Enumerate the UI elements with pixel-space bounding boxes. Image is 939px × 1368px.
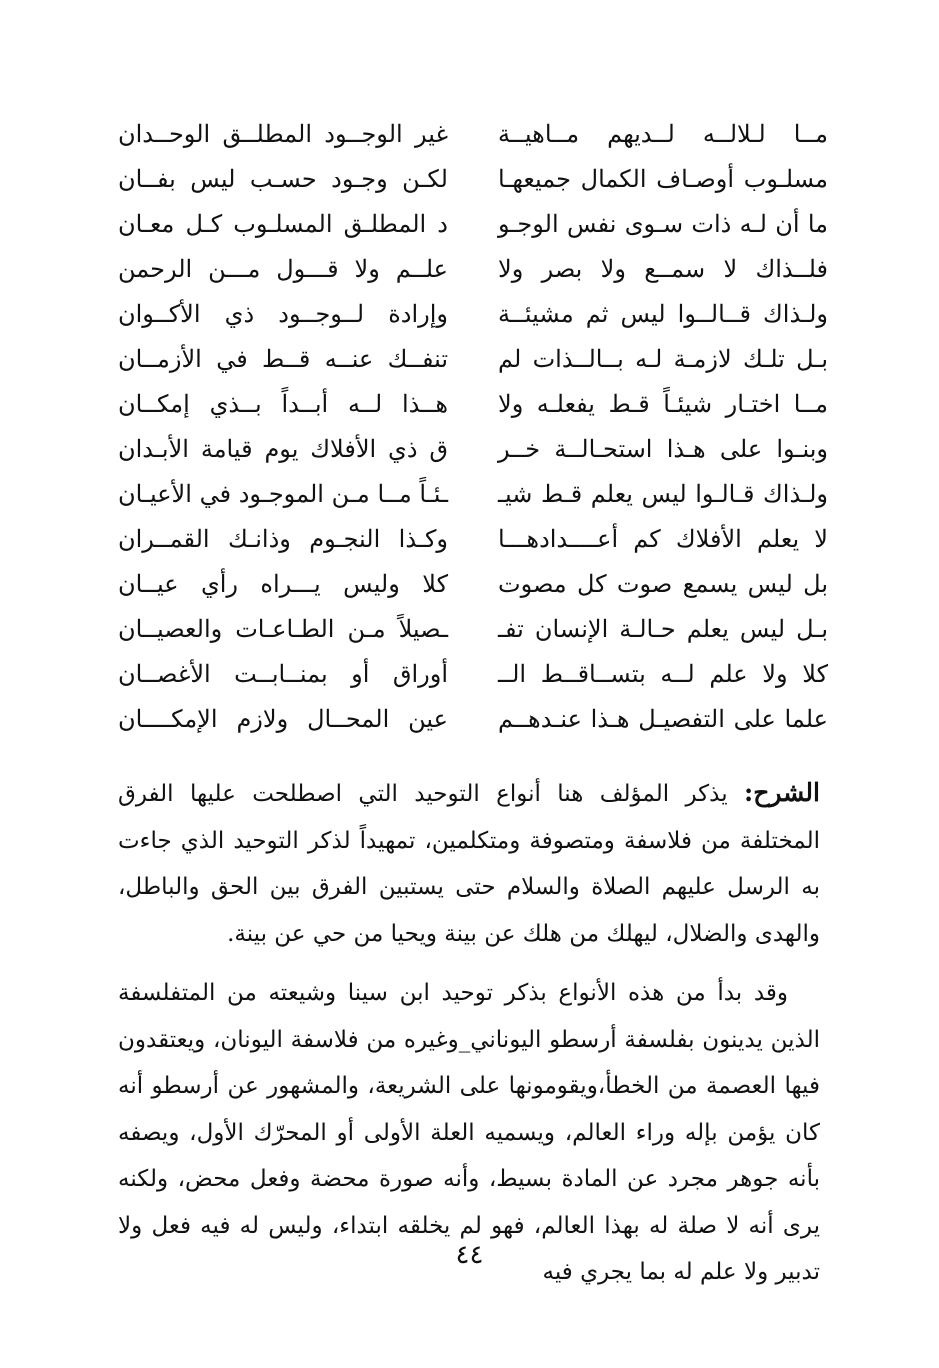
verse-line: مــا اختـار شيئـاً قـط يفعلـه ولا	[498, 390, 828, 418]
verse-line: بـل ليس يعلم حـالـة الإنسان تفـ	[498, 615, 828, 643]
verse-line: تنفــك عنــه قــط في الأزمــان	[118, 345, 448, 373]
verse-line: ـصيلاً مـن الطـاعـات والعصيــان	[118, 615, 448, 643]
verse-line: أوراق أو بمنــابــت الأغصــان	[118, 660, 448, 688]
verse-line: د المطلـق المسلـوب كـل معـان	[118, 210, 448, 238]
verse-line: ق ذي الأفلاك يوم قيامة الأبـدان	[118, 435, 448, 463]
verse-line: عين المحــال ولازم الإمكــــان	[118, 705, 448, 733]
commentary-paragraph	[118, 770, 820, 957]
verse-line: ولـذاك قـالـوا ليس يعلم قـط شيـ	[498, 480, 828, 508]
verse-line: وإرادة لــوجــود ذي الأكــوان	[118, 300, 448, 328]
verse-line: فلــذاك لا سمــع ولا بصر ولا	[498, 255, 828, 283]
verse-line: كلا ولا علم لــه بتســاقــط الــ	[498, 660, 828, 688]
verse-line: علــم ولا قـــول مـــن الرحمن	[118, 255, 448, 283]
verse-line: هــذا لــه أبــداً بــذي إمكــان	[118, 390, 448, 418]
verse-column-second-hemistich	[118, 112, 448, 742]
verse-line: لا يعلم الأفلاك كم أعــــدادهـــا	[498, 525, 828, 553]
verse-column-first-hemistich	[498, 112, 828, 742]
page-number: ٤٤	[455, 1240, 484, 1270]
poem-verses	[118, 112, 828, 742]
body-paragraph: وقد بدأ من هذه الأنواع بذكر توحيد ابن سينا وشيعته من المتفلسفة الذين يدينون بفلسفة أرسطو اليوناني_وغيره من فلاسفة اليونان، ويعتقدون فيها العصمة من الخطأ،ويقومونها على الشريعة، والمشهور عن أرسطو أنه كان يؤمن بإله وراء العالم، ويسميه العلة الأولى أو المحرّك الأول، ويصفه بأنه جوهر مجرد عن المادة بسيط، وأنه صورة محضة وفعل محض، ولكنه يرى أنه لا صلة له بهذا العالم، فهو لم يخلقه ابتداء، وليس له فيه فعل ولا تدبير ولا علم له بما يجري فيه	[118, 980, 820, 1285]
verse-line: وبنـوا على هـذا استحـالــة خــر	[498, 435, 828, 463]
verse-line: غير الوجــود المطلــق الوحــدان	[118, 120, 448, 148]
verse-line: لكـن وجـود حسـب ليس بفــان	[118, 165, 448, 193]
verse-line: علما على التفصيـل هـذا عنـدهــم	[498, 705, 828, 733]
commentary-text: يذكر المؤلف هنا أنواع التوحيد التي اصطلحت عليها الفرق المختلفة من فلاسفة ومتصوفة ومتكلمين، تمهيداً لذكر التوحيد الذي جاءت به الرسل عليهم الصلاة والسلام حتى يستبين الفرق بين الحق والباطل، والهدى والضلال، ليهلك من هلك عن بينة ويحيا من حي عن بينة.	[118, 781, 820, 947]
verse-line: مــا لـلالــه لــديهم مــاهيــة	[498, 120, 828, 148]
verse-line: ما أن لـه ذات سـوى نفس الوجـو	[498, 210, 828, 238]
commentary-label: الشرح:	[743, 778, 820, 807]
verse-line: كلا وليس يـــراه رأي عيــان	[118, 570, 448, 598]
verse-line: ـئـاً مــا مـن الموجـود في الأعيـان	[118, 480, 448, 508]
verse-line: ولـذاك قــالــوا ليس ثم مشيئــة	[498, 300, 828, 328]
verse-line: بل ليس يسمع صوت كل مصوت	[498, 570, 828, 598]
verse-line: بـل تلـك لازمـة لـه بــالــذات لم	[498, 345, 828, 373]
verse-line: مسلـوب أوصـاف الكمال جميعهـا	[498, 165, 828, 193]
verse-line: وكـذا النجـوم وذانـك القمــران	[118, 525, 448, 553]
